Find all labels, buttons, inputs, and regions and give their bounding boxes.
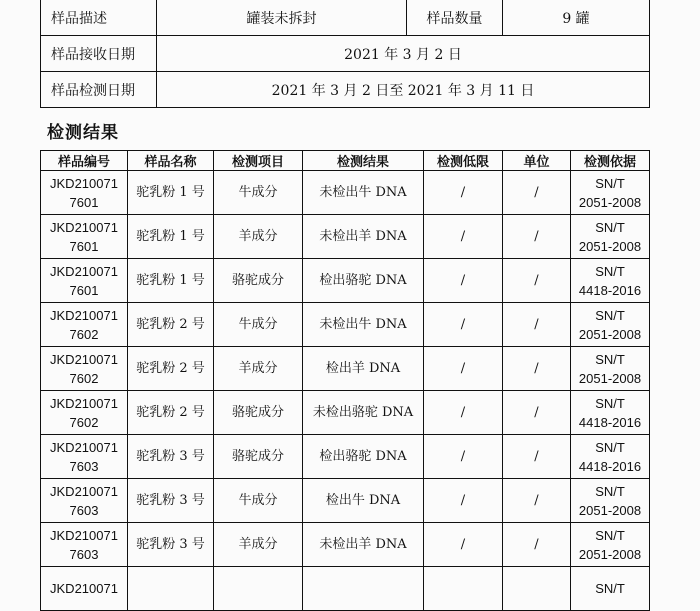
sample-id-line2: 7602 [69,370,99,386]
table-row [41,567,650,611]
detection-limit-cell: / [424,171,503,215]
test-basis-cell [571,259,650,303]
table-row [41,479,650,523]
test-basis-cell [571,479,650,523]
unit-cell: / [503,523,571,567]
test-basis-line2: 4418-2016 [578,414,642,430]
sample-id-line1: JKD210071 [50,395,118,411]
sample-name-cell: 驼乳粉 2 号 [128,347,214,391]
sample-id-line1: JKD210071 [50,175,118,191]
test-basis-line2: 4418-2016 [578,458,642,474]
table-row [41,215,650,259]
results-section-title: 检测结果 [47,123,119,143]
header-test-item: 检测项目 [214,151,303,171]
sample-name-cell: 驼乳粉 1 号 [128,215,214,259]
sample-name-cell: 驼乳粉 1 号 [128,171,214,215]
test-result-cell: 未检出牛 DNA [303,303,424,347]
detection-limit-cell: / [424,523,503,567]
table-row [41,259,650,303]
unit-cell: / [503,171,571,215]
sample-name-cell: 驼乳粉 2 号 [128,303,214,347]
sample-id-cell [41,303,128,347]
sample-id-line1: JKD210071 [50,483,118,499]
detection-limit-cell: / [424,259,503,303]
unit-cell: / [503,347,571,391]
sample-id-line1: JKD210071 [50,263,118,279]
test-item-cell: 牛成分 [214,171,303,215]
test-basis-line1: SN/T [595,219,625,235]
table-row [41,391,650,435]
sample-id-cell [41,567,128,611]
sample-id-cell [41,171,128,215]
test-basis-line2: 2051-2008 [578,502,642,518]
test-basis-line2: 2051-2008 [578,238,642,254]
sample-received-row [41,36,650,72]
sample-description-value: 罐装未拆封 [157,0,407,36]
sample-id-cell [41,479,128,523]
sample-name-cell: 驼乳粉 3 号 [128,523,214,567]
test-basis-cell [571,391,650,435]
test-basis-line1: SN/T [595,351,625,367]
sample-test-date-value: 2021 年 3 月 2 日至 2021 年 3 月 11 日 [157,72,650,108]
sample-id-line2: 7602 [69,414,99,430]
unit-cell: / [503,391,571,435]
sample-id-cell [41,259,128,303]
test-basis-line1: SN/T [595,175,625,191]
sample-id-cell [41,435,128,479]
sample-name-cell: 驼乳粉 1 号 [128,259,214,303]
unit-cell: / [503,479,571,523]
sample-test-date-row [41,72,650,108]
sample-id-line2: 7603 [69,546,99,562]
sample-description-label: 样品描述 [41,0,157,36]
table-row [41,303,650,347]
sample-quantity-value: 9 罐 [503,0,650,36]
sample-id-line2: 7601 [69,282,99,298]
detection-limit-cell: / [424,479,503,523]
test-basis-line1: SN/T [595,483,625,499]
test-item-cell: 骆驼成分 [214,259,303,303]
detection-limit-cell: / [424,347,503,391]
sample-id-line2: 7601 [69,238,99,254]
test-basis-cell [571,567,650,611]
test-result-cell: 未检出牛 DNA [303,171,424,215]
sample-id-line2: 7603 [69,458,99,474]
sample-id-cell [41,347,128,391]
test-item-cell: 羊成分 [214,215,303,259]
sample-name-cell: 驼乳粉 3 号 [128,479,214,523]
header-test-result: 检测结果 [303,151,424,171]
table-row [41,435,650,479]
test-basis-cell [571,171,650,215]
test-basis-cell [571,523,650,567]
unit-cell: / [503,215,571,259]
sample-name-cell: 驼乳粉 3 号 [128,435,214,479]
results-table [40,150,650,611]
test-result-cell [303,567,424,611]
sample-id-line1: JKD210071 [50,219,118,235]
sample-name-cell [128,567,214,611]
test-result-cell: 检出骆驼 DNA [303,259,424,303]
sample-id-line1: JKD210071 [50,307,118,323]
test-item-cell: 牛成分 [214,303,303,347]
header-unit: 单位 [503,151,571,171]
test-result-cell: 未检出羊 DNA [303,523,424,567]
sample-id-line2: 7602 [69,326,99,342]
test-result-cell: 检出骆驼 DNA [303,435,424,479]
test-basis-line1: SN/T [595,581,625,596]
sample-id-cell [41,523,128,567]
test-item-cell [214,567,303,611]
sample-id-cell [41,215,128,259]
detection-limit-cell: / [424,435,503,479]
unit-cell: / [503,259,571,303]
test-basis-line1: SN/T [595,395,625,411]
sample-id-cell [41,391,128,435]
sample-id-line1: JKD210071 [50,581,118,596]
detection-limit-cell: / [424,391,503,435]
sample-received-value: 2021 年 3 月 2 日 [157,36,650,72]
test-basis-line2: 2051-2008 [578,546,642,562]
test-item-cell: 羊成分 [214,347,303,391]
sample-test-date-label: 样品检测日期 [41,72,157,108]
sample-id-line2: 7603 [69,502,99,518]
table-row [41,347,650,391]
sample-quantity-label: 样品数量 [407,0,503,36]
test-basis-line2: 2051-2008 [578,370,642,386]
header-sample-name: 样品名称 [128,151,214,171]
sample-id-line2: 7601 [69,194,99,210]
sample-id-line1: JKD210071 [50,351,118,367]
table-row [41,523,650,567]
sample-received-label: 样品接收日期 [41,36,157,72]
test-basis-line2: 4418-2016 [578,282,642,298]
test-item-cell: 羊成分 [214,523,303,567]
test-basis-cell [571,303,650,347]
unit-cell: / [503,435,571,479]
unit-cell [503,567,571,611]
header-detection-limit: 检测低限 [424,151,503,171]
test-result-cell: 未检出骆驼 DNA [303,391,424,435]
test-basis-cell [571,435,650,479]
sample-id-line1: JKD210071 [50,439,118,455]
test-basis-cell [571,215,650,259]
test-basis-line1: SN/T [595,263,625,279]
test-item-cell: 牛成分 [214,479,303,523]
test-result-cell: 检出羊 DNA [303,347,424,391]
test-basis-line1: SN/T [595,527,625,543]
test-basis-line2: 2051-2008 [578,194,642,210]
test-basis-line2: 2051-2008 [578,326,642,342]
sample-description-row [41,0,650,36]
header-test-basis: 检测依据 [571,151,650,171]
test-item-cell: 骆驼成分 [214,435,303,479]
detection-limit-cell: / [424,215,503,259]
sample-id-line1: JKD210071 [50,527,118,543]
test-result-cell: 检出牛 DNA [303,479,424,523]
unit-cell: / [503,303,571,347]
results-header-row [41,151,650,171]
sample-info-table [40,0,650,108]
test-basis-cell [571,347,650,391]
test-basis-line1: SN/T [595,439,625,455]
sample-name-cell: 驼乳粉 2 号 [128,391,214,435]
table-row [41,171,650,215]
detection-limit-cell [424,567,503,611]
test-basis-line1: SN/T [595,307,625,323]
header-sample-id: 样品编号 [41,151,128,171]
test-item-cell: 骆驼成分 [214,391,303,435]
test-result-cell: 未检出羊 DNA [303,215,424,259]
detection-limit-cell: / [424,303,503,347]
